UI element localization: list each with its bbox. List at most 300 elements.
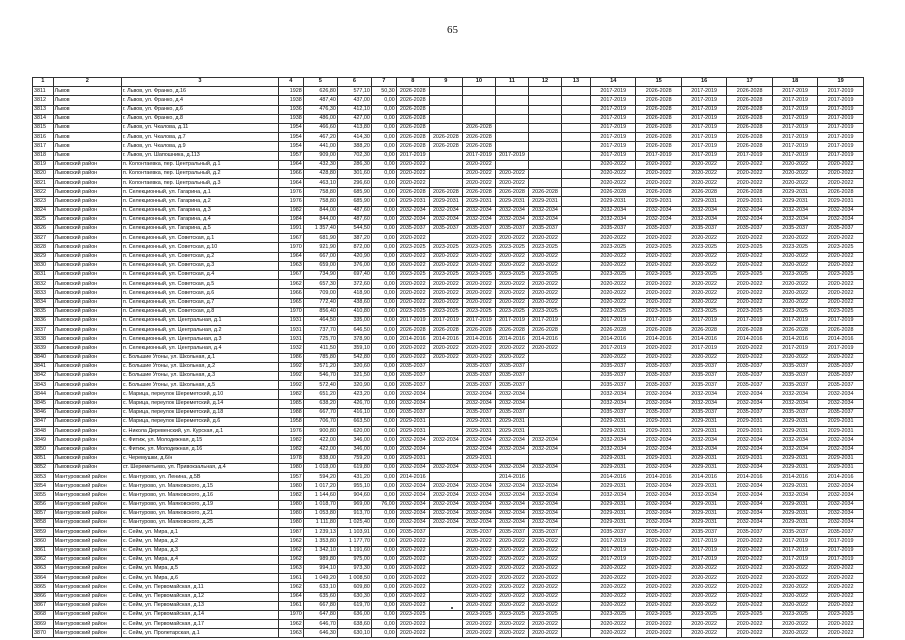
table-cell: 2032-2034 [429,509,462,518]
table-cell [562,592,591,601]
table-cell: 2032-2034 [396,445,429,454]
table-cell: 2026-2028 [727,133,772,142]
table-cell: 388,20 [337,142,371,151]
table-cell [462,114,495,123]
table-cell: 2026-2028 [636,133,681,142]
table-cell: 2032-2034 [727,445,772,454]
table-cell: 2035-2037 [462,225,495,234]
table-cell: Львовский район [53,408,121,417]
table-cell: 2035-2037 [528,528,561,537]
table-cell: 2035-2037 [681,528,726,537]
table-cell: г. Львов, ул. Франко, д.8 [121,114,278,123]
table-cell: п. Селекционный, ул. Гагарина, д.2 [121,197,278,206]
table-cell: 2032-2034 [681,445,726,454]
table-cell: 2032-2034 [396,436,429,445]
table-cell: 296,60 [337,179,371,188]
table-cell [429,399,462,408]
table-cell: 2020-2022 [495,592,528,601]
table-cell: 1985 [278,399,303,408]
table-cell: г. Львов, ул. Шапошника, д.113 [121,151,278,160]
table-cell: 2032-2034 [429,206,462,215]
table-cell: 2032-2034 [727,436,772,445]
table-cell: г. Львов, ул. Франко, д.4 [121,96,278,105]
table-cell: 844,00 [303,215,337,224]
table-cell: 2020-2022 [590,583,635,592]
table-cell: 2023-2025 [681,270,726,279]
table-cell: 0,00 [371,583,396,592]
table-cell: 2020-2022 [772,289,817,298]
table-cell [528,408,561,417]
table-cell: 2023-2025 [528,610,561,619]
table-cell: 2026-2028 [462,142,495,151]
table-cell: 1980 [278,500,303,509]
table-cell [528,142,561,151]
table-cell: 1 008,50 [337,574,371,583]
table-cell: с. Марица, переулок Шереметский, д.6 [121,417,278,426]
table-cell: 1 017,20 [303,482,337,491]
table-cell: 2029-2031 [681,519,726,528]
table-cell: 301,60 [337,169,371,178]
table-cell: Львов [53,133,121,142]
table-row [33,307,864,316]
table-cell: 2035-2037 [636,381,681,390]
table-cell: 2020-2022 [396,169,429,178]
table-cell: 2026-2028 [727,188,772,197]
table-cell: 1982 [278,445,303,454]
table-cell: 2032-2034 [528,509,561,518]
table-cell: 2035-2037 [636,225,681,234]
table-cell: 2029-2031 [772,463,817,472]
table-cell: 3847 [33,417,54,426]
table-cell: 2032-2034 [818,206,864,215]
table-cell: Мантуровский район [53,620,121,629]
table-cell: 2020-2022 [772,601,817,610]
table-cell: 2035-2037 [727,528,772,537]
table-cell: 0,00 [371,335,396,344]
table-cell: 426,70 [337,399,371,408]
table-cell: 2020-2022 [727,564,772,573]
table-cell: Мантуровский район [53,546,121,555]
table-cell: 422,00 [303,445,337,454]
table-row [33,280,864,289]
table-cell: 3811 [33,87,54,96]
table-cell: 2020-2022 [590,629,635,638]
table-cell: 2032-2034 [727,482,772,491]
table-cell: 0,00 [371,280,396,289]
table-cell [495,114,528,123]
table-cell [429,445,462,454]
table-cell: 2026-2028 [396,123,429,132]
table-cell: 1936 [278,105,303,114]
table-cell: 0,00 [371,519,396,528]
table-cell: 2017-2019 [818,105,864,114]
table-cell: 2032-2034 [429,519,462,528]
table-cell: 3813 [33,105,54,114]
table-cell: 1957 [278,151,303,160]
table-cell: 2020-2022 [772,620,817,629]
table-cell: 2029-2031 [681,427,726,436]
table-row [33,574,864,583]
column-header: 5 [303,78,337,87]
table-cell [462,473,495,482]
table-cell: 2023-2025 [528,270,561,279]
table-cell: 1 111,80 [303,519,337,528]
table-cell: 0,00 [371,206,396,215]
table-cell: 2032-2034 [590,390,635,399]
table-cell: 2035-2037 [462,362,495,371]
table-cell: 2023-2025 [636,270,681,279]
table-cell: 2020-2022 [429,252,462,261]
table-cell: 2032-2034 [636,206,681,215]
table-cell [495,142,528,151]
table-cell: 2032-2034 [396,519,429,528]
table-cell: 1978 [278,454,303,463]
table-cell: 2035-2037 [681,381,726,390]
table-cell: 2026-2028 [396,96,429,105]
table-cell: 2017-2019 [681,87,726,96]
table-cell: 2035-2037 [727,408,772,417]
table-cell: 2032-2034 [818,399,864,408]
table-cell: 2020-2022 [727,555,772,564]
table-cell: 3866 [33,592,54,601]
table-cell: 2017-2019 [772,114,817,123]
table-cell: 2029-2031 [681,509,726,518]
table-cell: 785,80 [303,353,337,362]
table-cell: 2035-2037 [772,528,817,537]
table-cell: 0,00 [371,151,396,160]
table-cell: 0,00 [371,96,396,105]
table-cell: 2020-2022 [636,583,681,592]
table-cell: 1967 [278,270,303,279]
table-cell [429,592,462,601]
table-cell: 2032-2034 [462,519,495,528]
table-cell: 2035-2037 [636,528,681,537]
table-row [33,87,864,96]
table-cell: 2020-2022 [528,629,561,638]
table-cell: 2020-2022 [495,234,528,243]
table-cell: 2020-2022 [681,353,726,362]
table-cell: 2029-2031 [681,463,726,472]
table-cell [562,574,591,583]
table-cell: 2032-2034 [495,206,528,215]
table-cell: Львовский район [53,206,121,215]
table-cell [562,123,591,132]
table-cell: с. Мантурово, ул. Маяковского, д.21 [121,509,278,518]
table-cell: 2029-2031 [636,417,681,426]
table-cell: 758,80 [303,197,337,206]
table-cell [562,105,591,114]
table-cell [562,353,591,362]
table-cell: 412,10 [337,105,371,114]
table-cell: 1954 [278,123,303,132]
table-cell [528,96,561,105]
table-cell: 2029-2031 [818,197,864,206]
table-cell: 2023-2025 [462,610,495,619]
table-cell: 542,80 [337,353,371,362]
table-row [33,353,864,362]
table-cell: 346,00 [337,445,371,454]
table-row [33,316,864,325]
table-cell: 2026-2028 [727,142,772,151]
table-cell: 2026-2028 [727,105,772,114]
table-cell: 2020-2022 [636,160,681,169]
table-cell: 2035-2037 [396,528,429,537]
table-cell [562,620,591,629]
table-row [33,179,864,188]
table-cell: 3836 [33,316,54,325]
table-cell: 2020-2022 [462,252,495,261]
table-cell: 2020-2022 [636,280,681,289]
table-cell [562,417,591,426]
table-cell: 2020-2022 [495,564,528,573]
table-cell: 2029-2031 [772,482,817,491]
table-cell: 2032-2034 [528,500,561,509]
table-cell: 2032-2034 [681,491,726,500]
column-header: 16 [681,78,726,87]
table-cell: 2026-2028 [681,188,726,197]
table-cell [495,123,528,132]
table-cell: 1964 [278,179,303,188]
table-cell: 2029-2031 [590,417,635,426]
table-cell: 2032-2034 [462,390,495,399]
table-cell: п. Колонтаевка, пер. Центральный, д.3 [121,179,278,188]
table-cell [429,629,462,638]
column-header: 17 [727,78,772,87]
table-cell: 2032-2034 [681,436,726,445]
table-cell: 2020-2022 [396,564,429,573]
table-cell: 2020-2022 [396,546,429,555]
table-cell: 2020-2022 [495,169,528,178]
table-cell: 0,00 [371,574,396,583]
table-cell: 2017-2019 [590,114,635,123]
table-cell: 1992 [278,362,303,371]
table-cell: 2017-2019 [818,123,864,132]
table-cell: Львовский район [53,234,121,243]
table-cell: 2020-2022 [462,629,495,638]
table-cell: 2032-2034 [636,491,681,500]
table-cell: 0,00 [371,417,396,426]
table-cell: 2017-2019 [590,546,635,555]
table-cell: 2023-2025 [429,243,462,252]
table-cell: 609,80 [337,583,371,592]
table-cell: 2020-2022 [495,252,528,261]
table-cell: 3858 [33,519,54,528]
table-cell: 3826 [33,225,54,234]
table-cell: Львовский район [53,289,121,298]
table-cell: 2023-2025 [727,243,772,252]
table-cell: 989,80 [303,555,337,564]
table-cell: 2017-2019 [772,151,817,160]
table-cell: 2026-2028 [495,326,528,335]
table-row [33,362,864,371]
table-cell: 594,20 [303,473,337,482]
table-cell: 2032-2034 [528,215,561,224]
table-cell [562,473,591,482]
table-cell: 2020-2022 [528,234,561,243]
table-row [33,601,864,610]
table-cell: 3828 [33,243,54,252]
table-cell: 2020-2022 [772,160,817,169]
table-cell: 969,00 [337,500,371,509]
table-row [33,197,864,206]
table-cell: 0,00 [371,509,396,518]
table-cell [562,519,591,528]
table-cell: 2029-2031 [396,417,429,426]
table-cell: 1992 [278,372,303,381]
table-cell: 2032-2034 [495,390,528,399]
table-cell: Мантуровский район [53,509,121,518]
table-row [33,537,864,546]
table-cell: 1 144,60 [303,491,337,500]
table-cell: 2029-2031 [818,454,864,463]
table-cell [528,105,561,114]
table-cell: 2026-2028 [727,96,772,105]
table-row [33,463,864,472]
table-cell: 3835 [33,307,54,316]
table-cell: 546,70 [303,372,337,381]
table-cell: 2020-2022 [495,280,528,289]
table-cell: 2020-2022 [528,298,561,307]
table-cell: 0,00 [371,289,396,298]
table-cell: Львовский район [53,270,121,279]
table-row [33,105,864,114]
table-cell: 2020-2022 [772,261,817,270]
table-cell [429,362,462,371]
table-cell: с. Мантурово, ул. Маяковского, д.16 [121,491,278,500]
table-cell: 2020-2022 [818,298,864,307]
table-cell: 2020-2022 [396,261,429,270]
table-cell: 1966 [278,289,303,298]
table-cell: Львов [53,105,121,114]
table-cell: 0,00 [371,133,396,142]
table-cell: п. Селекционный, ул. Гагарина, д.3 [121,206,278,215]
table-cell: 0,00 [371,252,396,261]
table-cell: 2023-2025 [462,307,495,316]
table-cell: 420,90 [337,252,371,261]
table-cell: 2020-2022 [727,160,772,169]
table-cell: с. Большие Угоны, ул. Школьная, д.3 [121,372,278,381]
table-cell: 619,70 [337,601,371,610]
table-cell: 2032-2034 [636,399,681,408]
table-cell: Львовский район [53,197,121,206]
table-cell: 2023-2025 [772,610,817,619]
table-cell: 3857 [33,509,54,518]
table-cell: 2020-2022 [772,298,817,307]
table-cell: 1938 [278,114,303,123]
table-cell: 0,00 [371,215,396,224]
table-cell [429,372,462,381]
table-cell: с. Большие Угоны, ул. Школьная, д.5 [121,381,278,390]
table-row [33,555,864,564]
table-cell: 437,00 [337,96,371,105]
table-row [33,261,864,270]
table-cell: 378,90 [337,335,371,344]
table-cell: 2020-2022 [681,252,726,261]
table-cell: 1957 [278,473,303,482]
table-cell: 2017-2019 [818,87,864,96]
table-cell: 2017-2019 [429,316,462,325]
table-cell: с. Большие Угоны, ул. Школьная, д.1 [121,353,278,362]
table-row [33,215,864,224]
table-cell: 2020-2022 [429,280,462,289]
table-cell: 2023-2025 [495,307,528,316]
table-cell: 2035-2037 [590,528,635,537]
table-cell: 2032-2034 [818,445,864,454]
table-cell: 2029-2031 [772,509,817,518]
table-cell: 2020-2022 [727,261,772,270]
table-cell: Мантуровский район [53,555,121,564]
housing-repair-schedule-table [32,77,864,638]
table-cell: 2029-2031 [462,427,495,436]
table-cell: 3856 [33,500,54,509]
table-cell: 2014-2016 [636,473,681,482]
table-cell: 2020-2022 [495,344,528,353]
table-cell: 2023-2025 [396,270,429,279]
table-cell: 2020-2022 [429,344,462,353]
table-cell: 909,00 [303,151,337,160]
table-cell: 1954 [278,133,303,142]
table-cell: 2020-2022 [528,583,561,592]
table-cell: 2035-2037 [636,372,681,381]
table-cell: 2032-2034 [636,500,681,509]
table-cell: 0,00 [371,316,396,325]
table-cell: 2026-2028 [429,326,462,335]
table-cell: 0,00 [371,362,396,371]
table-cell: 3867 [33,601,54,610]
table-cell: 2020-2022 [396,629,429,638]
table-cell: Львовский район [53,225,121,234]
table-cell: п. Селекционный, ул. Советская, д.5 [121,280,278,289]
table-cell: 2020-2022 [396,289,429,298]
table-cell: с. Сейм, ул. Мира, д.2 [121,537,278,546]
table-cell [429,583,462,592]
table-cell [562,114,591,123]
table-cell: Львовский район [53,445,121,454]
table-cell: 2032-2034 [681,206,726,215]
table-cell [495,454,528,463]
header-row [33,78,864,87]
table-cell [495,96,528,105]
table-cell: 3862 [33,555,54,564]
table-cell: 2035-2037 [772,372,817,381]
table-cell: п. Селекционный, ул. Советская, д.10 [121,243,278,252]
table-cell: 0,00 [371,179,396,188]
table-cell: с. Мантурово, ул. Маяковского, д.19 [121,500,278,509]
table-cell: 2023-2025 [727,307,772,316]
table-cell: 1980 [278,463,303,472]
table-cell: 3816 [33,133,54,142]
table-cell: 2020-2022 [495,574,528,583]
table-cell: с. Сейм, ул. Первомайская, д.12 [121,592,278,601]
table-cell: 2020-2022 [590,234,635,243]
table-cell [528,151,561,160]
table-cell: 3837 [33,326,54,335]
table-cell: 2020-2022 [495,179,528,188]
table-cell: 1962 [278,555,303,564]
table-cell: 2029-2031 [818,427,864,436]
table-cell: 1962 [278,583,303,592]
table-cell [562,197,591,206]
table-cell: с. Сейм, ул. Мира, д.5 [121,564,278,573]
table-cell: 3823 [33,197,54,206]
table-cell: 2020-2022 [462,574,495,583]
table-cell: 2035-2037 [462,372,495,381]
table-row [33,445,864,454]
table-cell: 2029-2031 [590,509,635,518]
table-cell: 2029-2031 [772,188,817,197]
table-cell: 2029-2031 [772,500,817,509]
table-cell: 2020-2022 [772,353,817,362]
